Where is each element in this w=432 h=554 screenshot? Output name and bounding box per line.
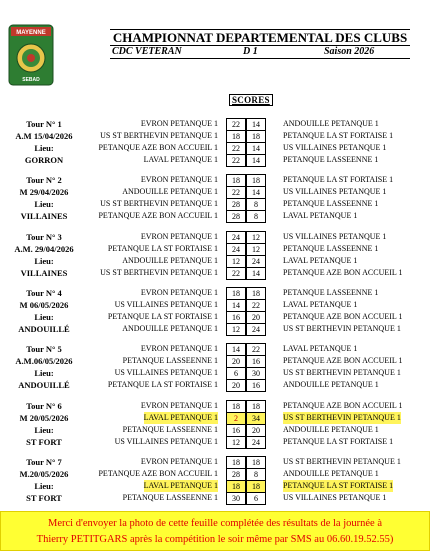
home-team: US VILLAINES PETANQUE 1 [114, 437, 218, 446]
match-row [0, 243, 432, 255]
match-row [0, 130, 432, 142]
match-row [0, 186, 432, 198]
away-score: 14 [246, 186, 266, 199]
home-score: 18 [226, 456, 246, 469]
round-date: M.20/05/2026 [19, 469, 69, 479]
venue-label: Lieu: [34, 368, 54, 378]
match-row [0, 142, 432, 154]
venue-name: ST FORT [26, 437, 62, 447]
round-date: A.M. 29/04/2026 [14, 244, 74, 254]
home-score: 18 [226, 400, 246, 413]
away-score: 24 [246, 323, 266, 336]
away-team: US ST BERTHEVIN PETANQUE 1 [283, 368, 401, 377]
home-team: EVRON PETANQUE 1 [140, 232, 218, 241]
venue-label: Lieu: [34, 312, 54, 322]
away-score: 16 [246, 355, 266, 368]
away-score: 6 [246, 492, 266, 505]
away-score: 8 [246, 198, 266, 211]
away-score: 12 [246, 231, 266, 244]
round-number: Tour N° 3 [26, 232, 62, 242]
round-date: A.M.06/05/2026 [15, 356, 73, 366]
away-score: 24 [246, 436, 266, 449]
away-score: 18 [246, 456, 266, 469]
round-date: M 29/04/2026 [19, 187, 69, 197]
away-score: 34 [246, 412, 266, 425]
match-row [0, 456, 432, 468]
match-row [0, 492, 432, 504]
away-score: 18 [246, 480, 266, 493]
category-label: CDC VETERAN [112, 46, 182, 57]
home-score: 16 [226, 311, 246, 324]
round-number: Tour N° 6 [26, 401, 62, 411]
home-score: 16 [226, 424, 246, 437]
away-score: 16 [246, 379, 266, 392]
footer-notice [0, 511, 430, 551]
away-score: 18 [246, 174, 266, 187]
home-team: US VILLAINES PETANQUE 1 [114, 368, 218, 377]
away-score: 8 [246, 468, 266, 481]
away-team: LAVAL PETANQUE 1 [283, 300, 358, 309]
match-row [0, 343, 432, 355]
venue-name: ST FORT [26, 493, 62, 503]
away-score: 12 [246, 243, 266, 256]
away-team: ANDOUILLE PETANQUE 1 [283, 469, 379, 478]
away-team: PETANQUE LASSEENNE 1 [283, 199, 379, 208]
home-team: PETANQUE LA ST FORTAISE 1 [107, 244, 218, 253]
home-team: PETANQUE LA ST FORTAISE 1 [107, 312, 218, 321]
match-row [0, 468, 432, 480]
home-team: US ST BERTHEVIN PETANQUE 1 [100, 199, 218, 208]
home-score: 6 [226, 367, 246, 380]
away-team: PETANQUE AZE BON ACCUEIL 1 [283, 312, 403, 321]
round-date: M 06/05/2026 [19, 300, 69, 310]
home-team: PETANQUE LASSEENNE 1 [122, 356, 218, 365]
header-rule [110, 58, 410, 59]
away-team: PETANQUE AZE BON ACCUEIL 1 [283, 356, 403, 365]
away-score: 14 [246, 267, 266, 280]
away-score: 8 [246, 210, 266, 223]
home-team: PETANQUE AZE BON ACCUEIL 1 [98, 469, 218, 478]
home-team: PETANQUE AZE BON ACCUEIL 1 [98, 143, 218, 152]
away-score: 14 [246, 154, 266, 167]
home-team: ANDOUILLE PETANQUE 1 [122, 187, 218, 196]
away-score: 18 [246, 400, 266, 413]
match-row [0, 287, 432, 299]
venue-label: Lieu: [34, 143, 54, 153]
home-score: 14 [226, 299, 246, 312]
footer-line-2: Thierry PETITGARS après la compétition le soir même par SMS au 06.60.19.52.55) [36, 534, 394, 545]
home-team: ANDOUILLE PETANQUE 1 [122, 256, 218, 265]
round-number: Tour N° 1 [26, 119, 62, 129]
home-score: 20 [226, 355, 246, 368]
match-row [0, 174, 432, 186]
home-score: 18 [226, 130, 246, 143]
home-team: EVRON PETANQUE 1 [140, 344, 218, 353]
home-team: LAVAL PETANQUE 1 [143, 155, 218, 164]
home-team: PETANQUE AZE BON ACCUEIL 1 [98, 211, 218, 220]
match-row [0, 154, 432, 166]
home-score: 12 [226, 255, 246, 268]
home-score: 22 [226, 267, 246, 280]
home-score: 12 [226, 323, 246, 336]
scores-heading: SCORES [229, 94, 273, 106]
match-row [0, 299, 432, 311]
home-team: ANDOUILLE PETANQUE 1 [122, 324, 218, 333]
home-team: EVRON PETANQUE 1 [140, 288, 218, 297]
match-row [0, 210, 432, 222]
away-team: PETANQUE LASSEENNE 1 [283, 244, 379, 253]
venue-label: Lieu: [34, 425, 54, 435]
home-team: US ST BERTHEVIN PETANQUE 1 [100, 268, 218, 277]
away-team: ANDOUILLE PETANQUE 1 [283, 119, 379, 128]
home-team: US ST BERTHEVIN PETANQUE 1 [100, 131, 218, 140]
away-team: LAVAL PETANQUE 1 [283, 344, 358, 353]
away-team: PETANQUE AZE BON ACCUEIL 1 [283, 268, 403, 277]
home-team: EVRON PETANQUE 1 [140, 457, 218, 466]
away-team: US ST BERTHEVIN PETANQUE 1 [283, 324, 401, 333]
svg-text:SEBAD: SEBAD [22, 77, 40, 83]
home-team: LAVAL PETANQUE 1 [143, 481, 218, 490]
round-date: A.M 15/04/2026 [15, 131, 73, 141]
away-team: US VILLAINES PETANQUE 1 [283, 187, 387, 196]
away-score: 14 [246, 118, 266, 131]
home-score: 22 [226, 118, 246, 131]
match-row [0, 118, 432, 130]
match-row [0, 436, 432, 448]
away-score: 18 [246, 130, 266, 143]
home-score: 12 [226, 436, 246, 449]
home-score: 28 [226, 468, 246, 481]
home-team: PETANQUE LA ST FORTAISE 1 [107, 380, 218, 389]
away-team: PETANQUE AZE BON ACCUEIL 1 [283, 401, 403, 410]
away-team: PETANQUE LA ST FORTAISE 1 [283, 437, 394, 446]
home-score: 24 [226, 231, 246, 244]
away-team: PETANQUE LASSEENNE 1 [283, 288, 379, 297]
round-number: Tour N° 5 [26, 344, 62, 354]
venue-name: VILLAINES [20, 268, 68, 278]
round-number: Tour N° 7 [26, 457, 62, 467]
match-row [0, 231, 432, 243]
home-score: 20 [226, 379, 246, 392]
away-team: US VILLAINES PETANQUE 1 [283, 143, 387, 152]
match-row [0, 480, 432, 492]
home-team: EVRON PETANQUE 1 [140, 119, 218, 128]
season-label: Saison 2026 [324, 46, 375, 57]
match-row [0, 367, 432, 379]
home-team: EVRON PETANQUE 1 [140, 175, 218, 184]
away-team: ANDOUILLE PETANQUE 1 [283, 380, 379, 389]
away-team: US ST BERTHEVIN PETANQUE 1 [283, 413, 401, 422]
round-number: Tour N° 2 [26, 175, 62, 185]
home-score: 28 [226, 198, 246, 211]
division-label: D 1 [243, 46, 258, 57]
venue-label: Lieu: [34, 256, 54, 266]
match-row [0, 311, 432, 323]
match-row [0, 255, 432, 267]
match-row [0, 424, 432, 436]
away-score: 22 [246, 343, 266, 356]
venue-name: ANDOUILLÉ [18, 324, 70, 334]
home-score: 22 [226, 186, 246, 199]
away-score: 22 [246, 299, 266, 312]
venue-name: GORRON [24, 155, 64, 165]
venue-name: ANDOUILLÉ [18, 380, 70, 390]
home-score: 24 [226, 243, 246, 256]
home-score: 18 [226, 174, 246, 187]
match-row [0, 379, 432, 391]
svg-text:MAYENNE: MAYENNE [16, 30, 46, 36]
home-score: 14 [226, 343, 246, 356]
away-team: PETANQUE LASSEENNE 1 [283, 155, 379, 164]
away-team: US VILLAINES PETANQUE 1 [283, 232, 387, 241]
away-team: PETANQUE LA ST FORTAISE 1 [283, 175, 394, 184]
away-team: US VILLAINES PETANQUE 1 [283, 493, 387, 502]
home-team: LAVAL PETANQUE 1 [143, 413, 218, 422]
match-row [0, 323, 432, 335]
away-score: 30 [246, 367, 266, 380]
home-score: 22 [226, 154, 246, 167]
mayenne-logo [8, 24, 54, 86]
away-team: LAVAL PETANQUE 1 [283, 211, 358, 220]
away-score: 18 [246, 287, 266, 300]
match-row [0, 267, 432, 279]
home-team: PETANQUE LASSEENNE 1 [122, 425, 218, 434]
away-score: 24 [246, 255, 266, 268]
away-team: PETANQUE LA ST FORTAISE 1 [283, 481, 394, 490]
away-team: ANDOUILLE PETANQUE 1 [283, 425, 379, 434]
match-row [0, 400, 432, 412]
home-team: EVRON PETANQUE 1 [140, 401, 218, 410]
away-score: 20 [246, 311, 266, 324]
venue-label: Lieu: [34, 199, 54, 209]
home-score: 30 [226, 492, 246, 505]
championship-title: CHAMPIONNAT DEPARTEMENTAL DES CLUBS [110, 29, 410, 46]
venue-name: VILLAINES [20, 211, 68, 221]
round-date: M 20/05/2026 [19, 413, 69, 423]
away-score: 20 [246, 424, 266, 437]
away-team: LAVAL PETANQUE 1 [283, 256, 358, 265]
venue-label: Lieu: [34, 481, 54, 491]
round-number: Tour N° 4 [26, 288, 62, 298]
home-team: PETANQUE LASSEENNE 1 [122, 493, 218, 502]
away-team: PETANQUE LA ST FORTAISE 1 [283, 131, 394, 140]
home-score: 18 [226, 480, 246, 493]
home-score: 2 [226, 412, 246, 425]
home-team: US VILLAINES PETANQUE 1 [114, 300, 218, 309]
match-row [0, 412, 432, 424]
home-score: 28 [226, 210, 246, 223]
footer-line-1: Merci d'envoyer la photo de cette feuille complétée des résultats de la journée à [48, 518, 382, 529]
home-score: 18 [226, 287, 246, 300]
home-score: 22 [226, 142, 246, 155]
away-team: US ST BERTHEVIN PETANQUE 1 [283, 457, 401, 466]
match-row [0, 355, 432, 367]
away-score: 14 [246, 142, 266, 155]
match-row [0, 198, 432, 210]
